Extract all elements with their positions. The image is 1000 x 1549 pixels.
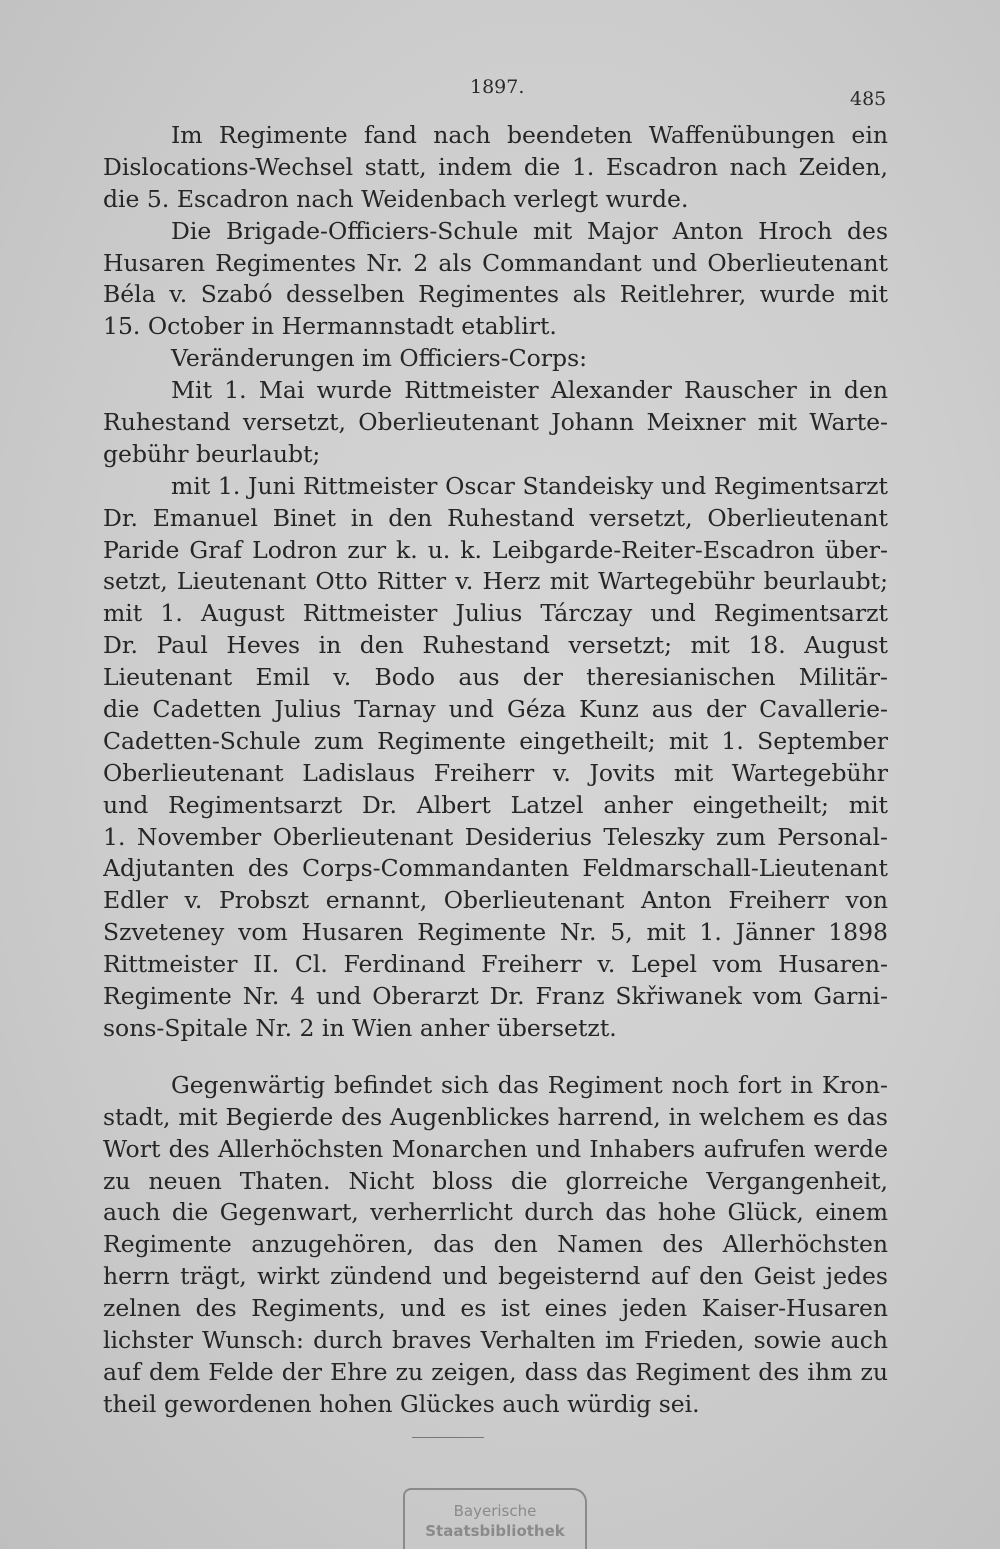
text-line: Mit 1. Mai wurde Rittmeister Alexander Rauscher in den [171, 376, 888, 405]
paragraph-gap [103, 1045, 888, 1070]
text-line: theil gewordenen hohen Glückes auch würdig sei. [103, 1389, 700, 1418]
text-line: Dr. Emanuel Binet in den Ruhestand versetzt, Oberlieutenant [103, 503, 888, 532]
page-header [0, 72, 1000, 112]
section-divider [412, 1437, 484, 1438]
text-line: setzt, Lieutenant Otto Ritter v. Herz mit Wartegebühr beurlaubt; [103, 567, 888, 596]
text-line: Lieutenant Emil v. Bodo aus der theresianischen Militär- [103, 663, 888, 692]
text-line: mit 1. Juni Rittmeister Oscar Standeisky und Regimentsarzt [171, 471, 888, 500]
text-line: Wort des Allerhöchsten Monarchen und Inhabers aufrufen werde [103, 1134, 888, 1163]
paragraph-dislocation [103, 120, 888, 216]
paragraph-brigade-school [103, 216, 888, 344]
paragraph-conclusion [103, 1070, 888, 1421]
text-line: Dr. Paul Heves in den Ruhestand versetzt; mit 18. August [103, 631, 888, 660]
text-line: die 5. Escadron nach Weidenbach verlegt wurde. [103, 184, 689, 213]
body-text [103, 120, 888, 1421]
text-line: Paride Graf Lodron zur k. u. k. Leibgarde-Reiter-Escadron über- [103, 535, 888, 564]
library-stamp [403, 1488, 587, 1549]
text-line: Dislocations-Wechsel statt, indem die 1. Escadron nach Zeiden, [103, 152, 888, 181]
text-line: 1. November Oberlieutenant Desiderius Teleszky zum Personal- [103, 822, 888, 851]
text-line: Edler v. Probszt ernannt, Oberlieutenant Anton Freiherr von [103, 886, 888, 915]
text-line: sons-Spitale Nr. 2 in Wien anher übersetzt. [103, 1013, 617, 1042]
text-line: Cadetten-Schule zum Regimente eingetheilt; mit 1. September [103, 726, 888, 755]
paragraph-june-changes [103, 471, 888, 1045]
text-line: Regimente Nr. 4 und Oberarzt Dr. Franz Skřiwanek vom Garni- [103, 982, 888, 1011]
page-number: 485 [850, 88, 887, 110]
text-line: 15. October in Hermannstadt etablirt. [103, 312, 557, 341]
text-line: Ruhestand versetzt, Oberlieutenant Johann Meixner mit Warte- [103, 408, 888, 437]
paragraph-corps-heading [103, 343, 888, 375]
text-line: Veränderungen im Officiers-Corps: [171, 344, 588, 373]
text-line: Die Brigade-Officiers-Schule mit Major Anton Hroch des [171, 216, 888, 245]
text-line: Béla v. Szabó desselben Regimentes als Reitlehrer, wurde mit [103, 280, 888, 309]
text-line: herrn trägt, wirkt zündend und begeisternd auf den Geist jedes [103, 1262, 888, 1291]
text-line: und Regimentsarzt Dr. Albert Latzel anher eingetheilt; mit [103, 790, 888, 819]
text-line: zelnen des Regiments, und es ist eines jeden Kaiser-Husaren [103, 1294, 888, 1323]
text-line: Oberlieutenant Ladislaus Freiherr v. Jovits mit Wartegebühr [103, 758, 888, 787]
stamp-line-1: Bayerische [453, 1502, 537, 1520]
text-line: stadt, mit Begierde des Augenblickes harrend, in welchem es das [103, 1102, 888, 1131]
text-line: Gegenwärtig befindet sich das Regiment noch fort in Kron- [171, 1070, 888, 1099]
text-line: die Cadetten Julius Tarnay und Géza Kunz aus der Cavallerie- [103, 695, 888, 724]
text-line: Rittmeister II. Cl. Ferdinand Freiherr v. Lepel vom Husaren- [103, 950, 888, 979]
text-line: mit 1. August Rittmeister Julius Tárczay und Regimentsarzt [103, 599, 888, 628]
text-line: Husaren Regimentes Nr. 2 als Commandant und Oberlieutenant [103, 248, 888, 277]
paragraph-may-changes [103, 375, 888, 471]
stamp-line-2: Staatsbibliothek [425, 1522, 565, 1540]
running-head-year: 1897. [470, 76, 525, 98]
text-line: Adjutanten des Corps-Commandanten Feldmarschall-Lieutenant [103, 854, 888, 883]
text-line: Regimente anzugehören, das den Namen des Allerhöchsten [103, 1230, 888, 1259]
text-line: zu neuen Thaten. Nicht bloss die glorreiche Vergangenheit, [103, 1166, 888, 1195]
text-line: gebühr beurlaubt; [103, 439, 321, 468]
text-line: auch die Gegenwart, verherrlicht durch das hohe Glück, einem [103, 1198, 888, 1227]
text-line: lichster Wunsch: durch braves Verhalten im Frieden, sowie auch [103, 1325, 888, 1354]
text-line: Im Regimente fand nach beendeten Waffenübungen ein [171, 121, 888, 149]
text-line: Szveteney vom Husaren Regimente Nr. 5, mit 1. Jänner 1898 [103, 918, 888, 947]
text-line: auf dem Felde der Ehre zu zeigen, dass das Regiment des ihm zu [103, 1357, 888, 1386]
